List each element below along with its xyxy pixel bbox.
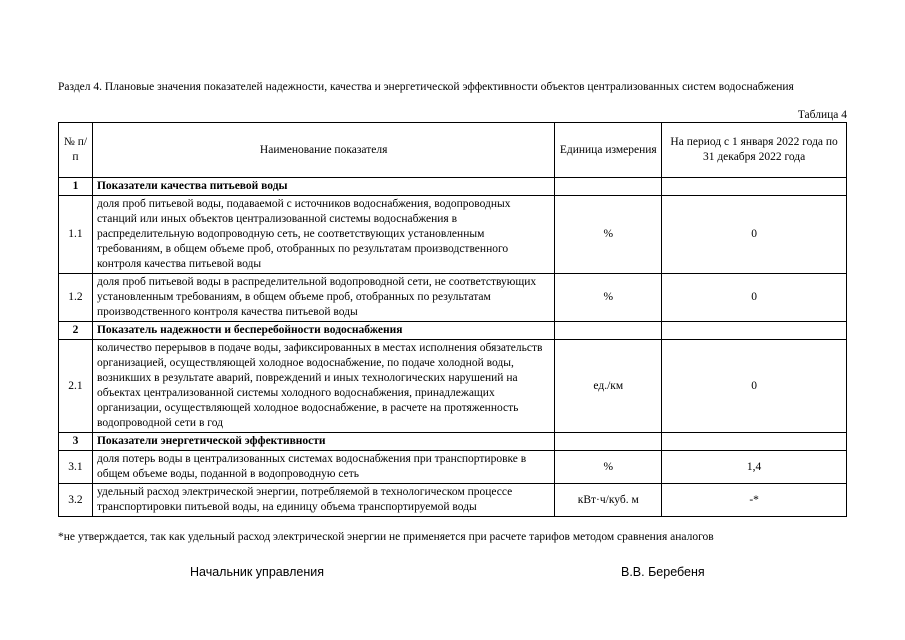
cell-unit: кВт·ч/куб. м [555, 484, 662, 517]
table-body [59, 178, 847, 517]
cell-value [662, 178, 847, 196]
section-row [59, 433, 847, 451]
cell-value [662, 322, 847, 340]
signatory-title: Начальник управления [190, 565, 324, 579]
cell-unit [555, 178, 662, 196]
col-header-unit: Единица измерения [555, 123, 662, 178]
col-header-name: Наименование показателя [92, 123, 554, 178]
cell-num: 2.1 [59, 340, 93, 433]
cell-value: 0 [662, 196, 847, 274]
cell-name: удельный расход электрической энергии, потребляемой в технологическом процессе транспортировки питьевой воды, на единицу объема транспортируемой воды [92, 484, 554, 517]
cell-value [662, 433, 847, 451]
cell-num: 2 [59, 322, 93, 340]
cell-num: 1.1 [59, 196, 93, 274]
col-header-period: На период с 1 января 2022 года по 31 декабря 2022 года [662, 123, 847, 178]
cell-unit: % [555, 451, 662, 484]
table-row [59, 340, 847, 433]
table-label: Таблица 4 [797, 109, 847, 121]
section-row [59, 178, 847, 196]
cell-unit [555, 322, 662, 340]
table-row [59, 274, 847, 322]
cell-unit: % [555, 274, 662, 322]
cell-num: 3.2 [59, 484, 93, 517]
table-row [59, 451, 847, 484]
cell-num: 1.2 [59, 274, 93, 322]
cell-num: 1 [59, 178, 93, 196]
section-heading: Раздел 4. Плановые значения показателей надежности, качества и энергетической эффективности объектов централизованных систем водоснабжения [58, 81, 794, 93]
cell-name: Показатель надежности и бесперебойности водоснабжения [92, 322, 554, 340]
table-row [59, 484, 847, 517]
table-row [59, 196, 847, 274]
cell-value: -* [662, 484, 847, 517]
cell-name: количество перерывов в подаче воды, зафиксированных в местах исполнения обязательств организацией, осуществляющей холодное водоснабжение, по подаче холодной воды, возникших в результате аварий, повреждений и иных технологических нарушений на объектах централизованной системы холодного водоснабжения, принадлежащих организации, осуществляющей холодное водоснабжение, в расчете на протяженность водопроводной сети в год [92, 340, 554, 433]
col-header-num: № п/п [59, 123, 93, 178]
cell-value: 0 [662, 274, 847, 322]
cell-num: 3 [59, 433, 93, 451]
cell-name: доля проб питьевой воды, подаваемой с источников водоснабжения, водопроводных станций или иных объектов централизованной системы водоснабжения в распределительную водопроводную сеть, не соответствующих установленным требованиям, в общем объеме проб, отобранных по результатам производственного контроля качества питьевой воды [92, 196, 554, 274]
cell-name: доля проб питьевой воды в распределительной водопроводной сети, не соответствующих установленным требованиям, в общем объеме проб, отобранных по результатам производственного контроля качества питьевой воды [92, 274, 554, 322]
cell-num: 3.1 [59, 451, 93, 484]
section-row [59, 322, 847, 340]
cell-unit [555, 433, 662, 451]
cell-unit: ед./км [555, 340, 662, 433]
cell-name: Показатели энергетической эффективности [92, 433, 554, 451]
cell-value: 0 [662, 340, 847, 433]
cell-value: 1,4 [662, 451, 847, 484]
cell-name: Показатели качества питьевой воды [92, 178, 554, 196]
cell-unit: % [555, 196, 662, 274]
indicators-table [58, 122, 847, 517]
cell-name: доля потерь воды в централизованных системах водоснабжения при транспортировке в общем объеме воды, поданной в водопроводную сеть [92, 451, 554, 484]
table-header-row [59, 123, 847, 178]
signatory-name: В.В. Беребеня [621, 565, 705, 579]
footnote: *не утверждается, так как удельный расход электрической энергии не применяется при расчете тарифов методом сравнения аналогов [58, 531, 714, 543]
